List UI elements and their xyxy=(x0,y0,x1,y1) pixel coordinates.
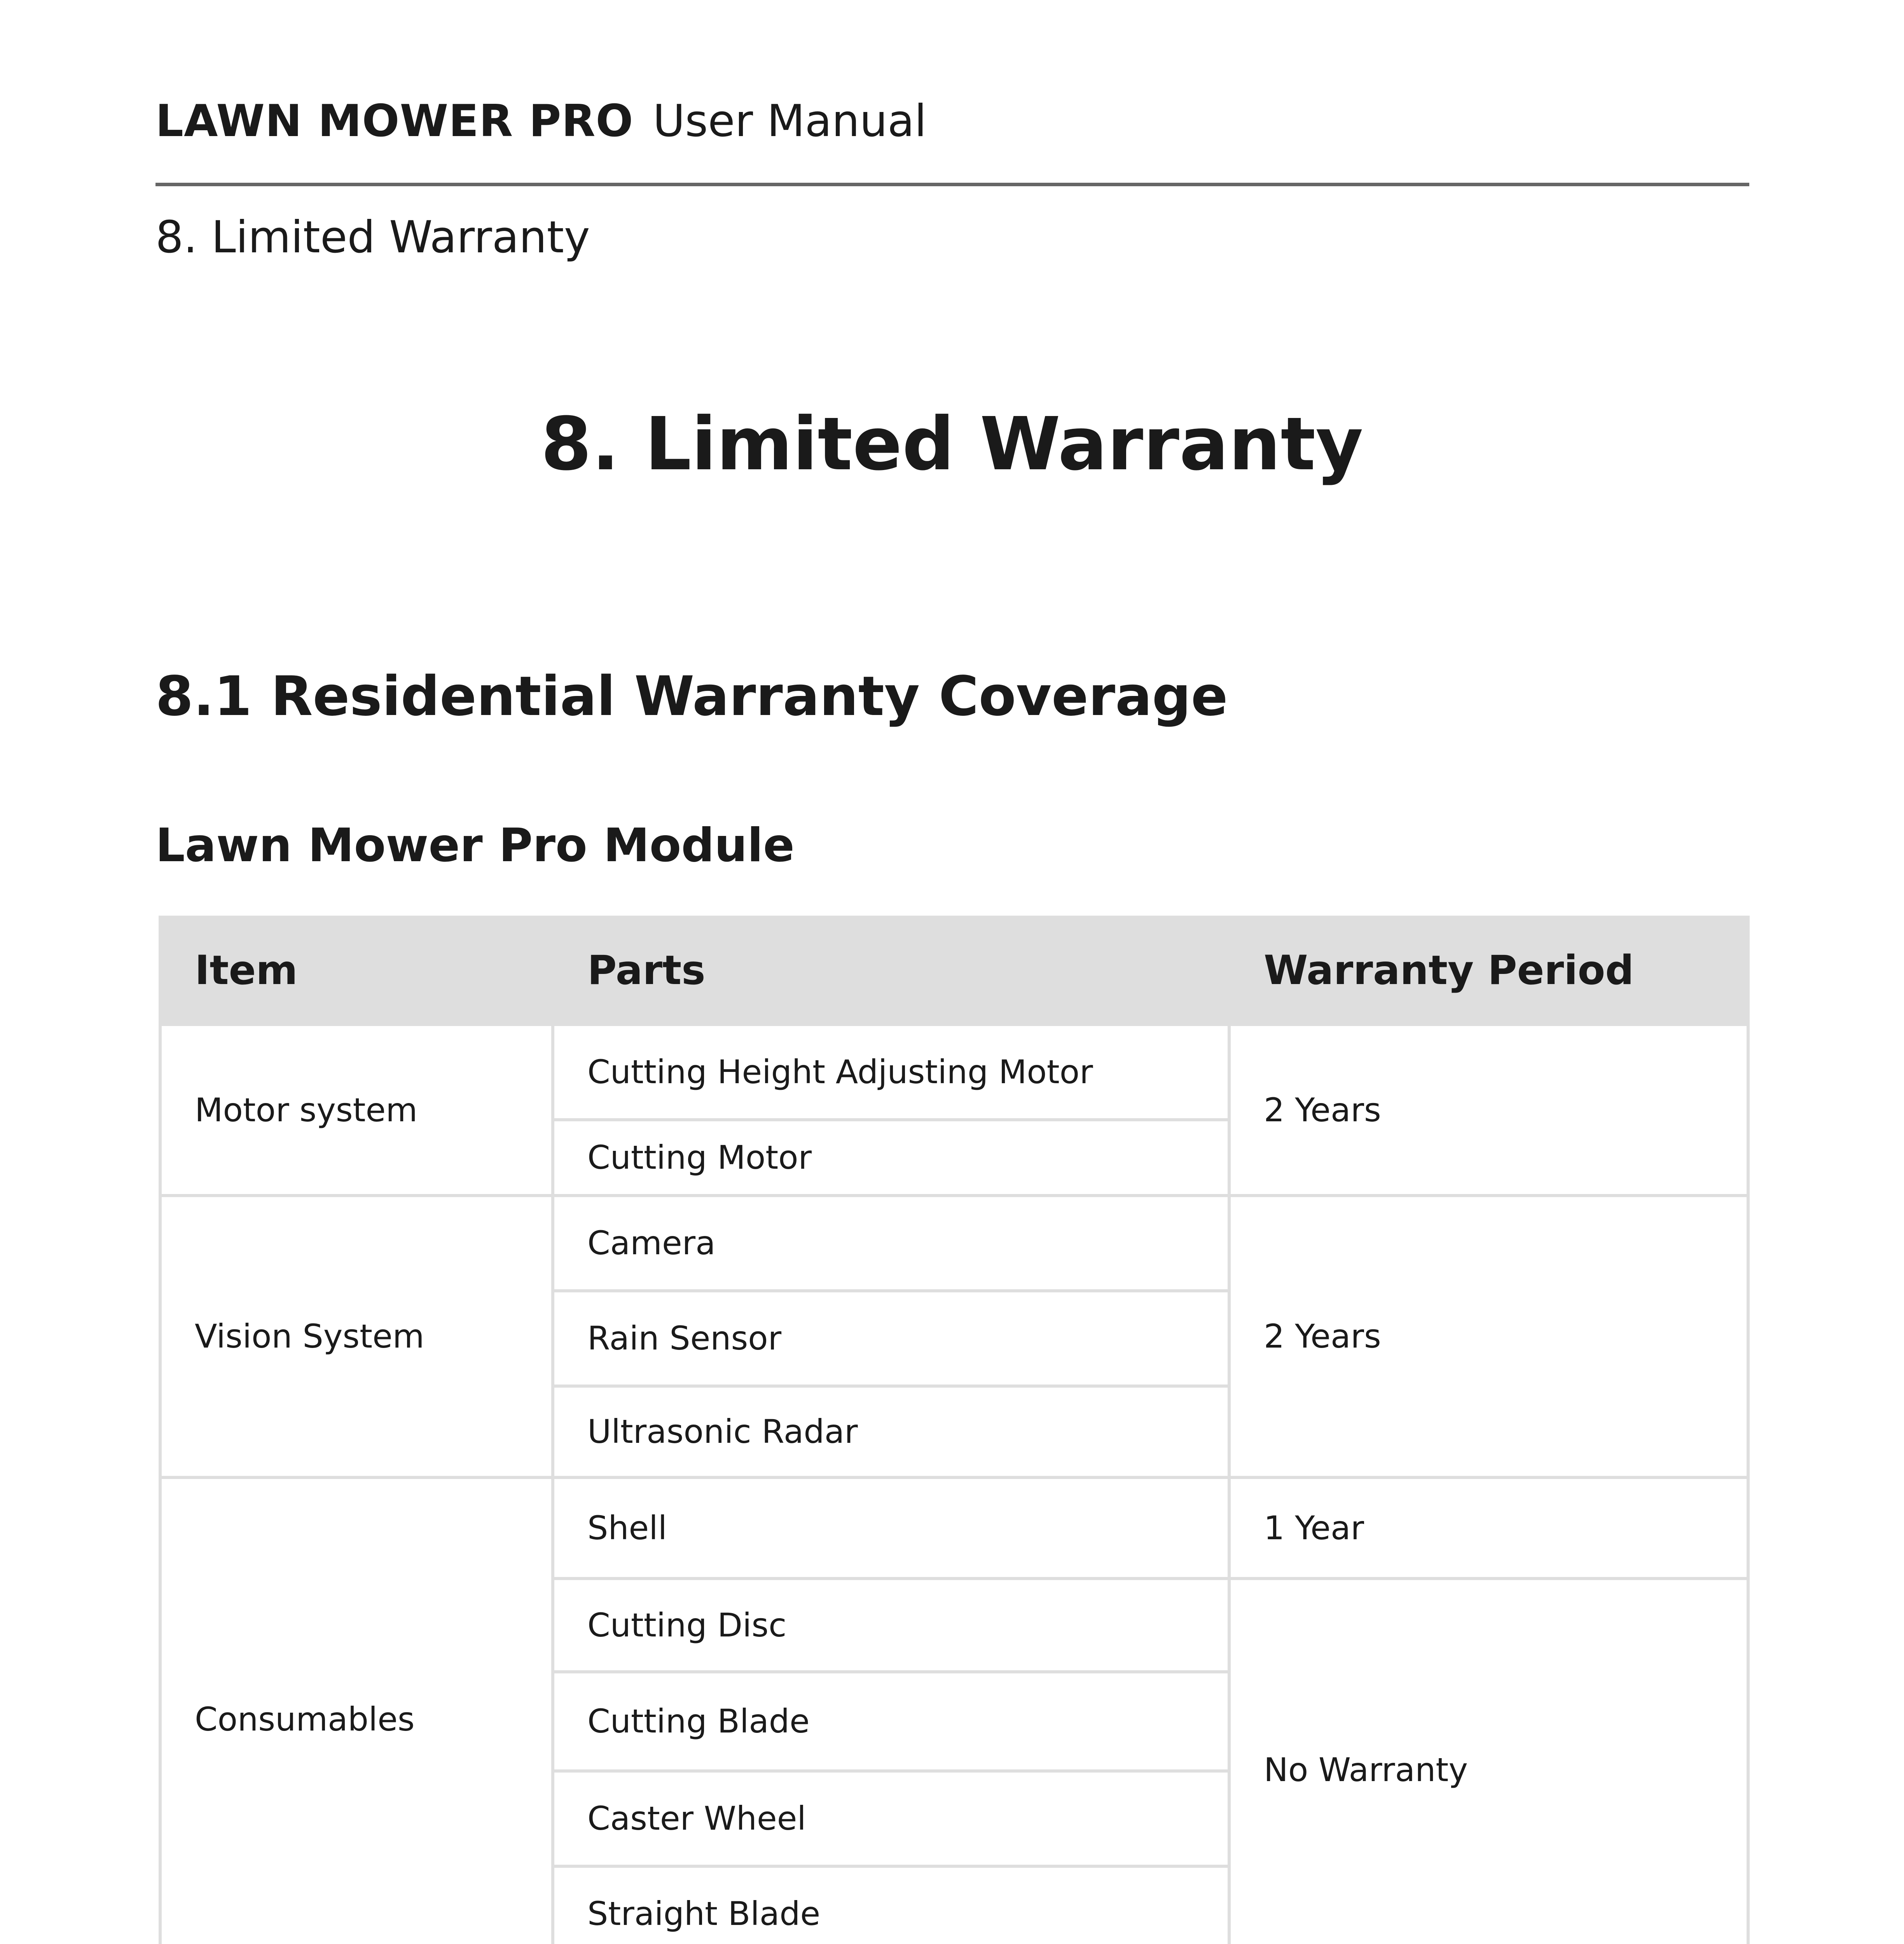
part-cell: Cutting Motor xyxy=(553,1120,1229,1196)
running-header xyxy=(155,95,927,147)
item-cell: Vision System xyxy=(160,1196,553,1477)
table-row xyxy=(160,1196,1748,1291)
header-brand: LAWN MOWER PRO xyxy=(155,95,634,147)
column-header-parts: Parts xyxy=(553,917,1229,1024)
column-header-warranty-period: Warranty Period xyxy=(1229,917,1748,1024)
table-header-row xyxy=(160,917,1748,1024)
part-cell: Rain Sensor xyxy=(553,1291,1229,1386)
part-cell: Shell xyxy=(553,1477,1229,1579)
warranty-period-cell: 2 Years xyxy=(1229,1024,1748,1196)
part-cell: Ultrasonic Radar xyxy=(553,1386,1229,1477)
page-title: 8. Limited Warranty xyxy=(541,402,1363,487)
warranty-period-cell: 1 Year xyxy=(1229,1477,1748,1579)
item-cell: Motor system xyxy=(160,1024,553,1196)
column-header-item: Item xyxy=(160,917,553,1024)
part-cell: Cutting Blade xyxy=(553,1672,1229,1771)
table-caption: Lawn Mower Pro Module xyxy=(155,819,795,872)
breadcrumb: 8. Limited Warranty xyxy=(155,212,590,263)
header-divider xyxy=(155,183,1749,186)
item-cell: Consumables xyxy=(160,1477,553,1944)
header-subtitle: User Manual xyxy=(653,95,927,147)
part-cell: Straight Blade xyxy=(553,1866,1229,1944)
part-cell: Camera xyxy=(553,1196,1229,1291)
warranty-table xyxy=(159,916,1750,1944)
table-row xyxy=(160,1477,1748,1579)
warranty-period-cell: No Warranty xyxy=(1229,1579,1748,1944)
warranty-period-cell: 2 Years xyxy=(1229,1196,1748,1477)
section-heading: 8.1 Residential Warranty Coverage xyxy=(155,665,1228,728)
part-cell: Cutting Height Adjusting Motor xyxy=(553,1024,1229,1120)
table-row xyxy=(160,1024,1748,1120)
part-cell: Caster Wheel xyxy=(553,1771,1229,1866)
part-cell: Cutting Disc xyxy=(553,1579,1229,1672)
